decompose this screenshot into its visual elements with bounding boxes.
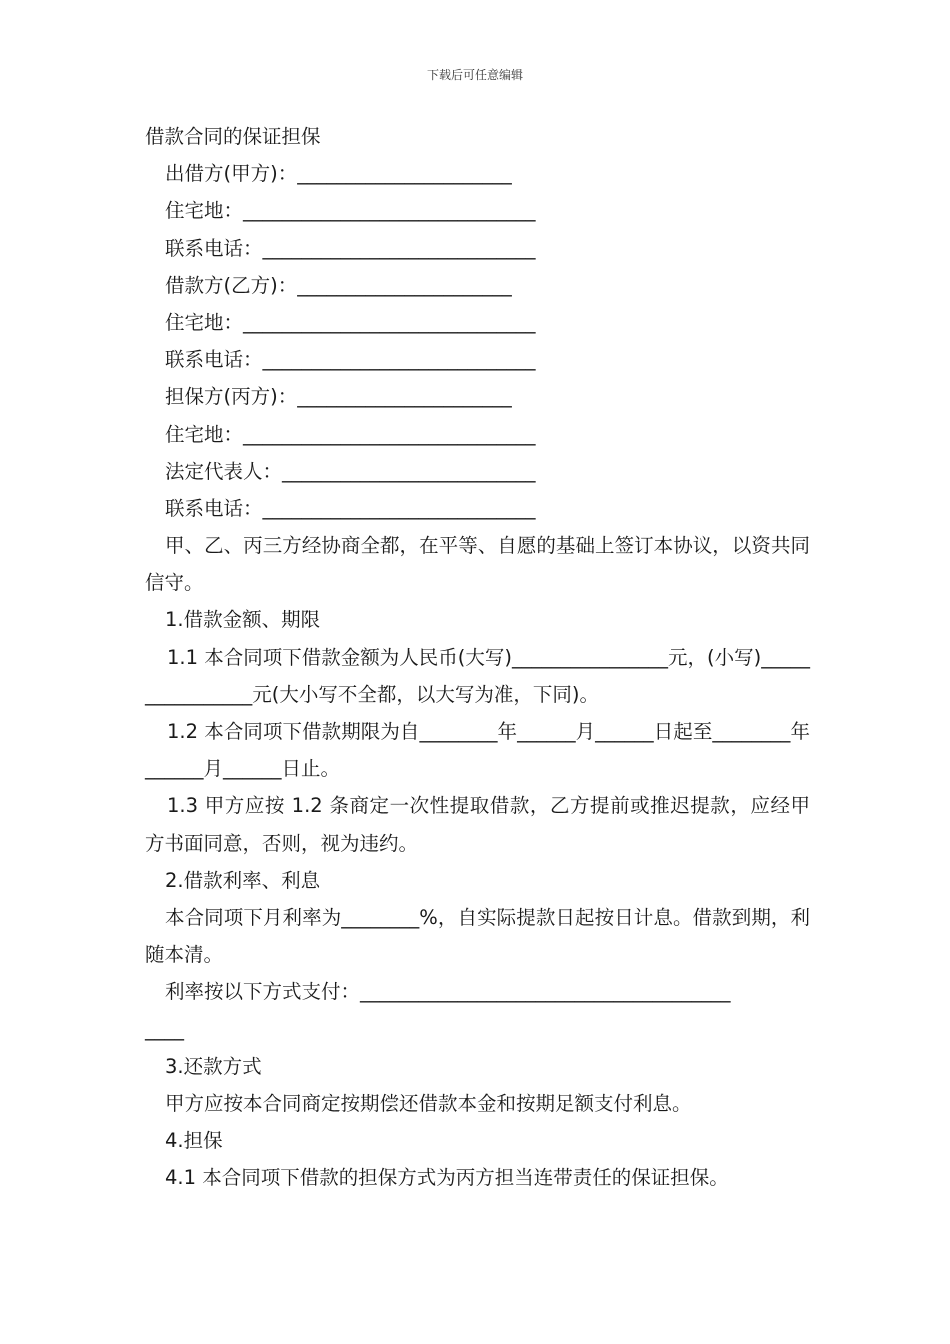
party-c-name-line: 担保方(丙方)：______________________ <box>165 385 512 409</box>
party-b-name-line: 借款方(乙方)：______________________ <box>165 273 512 297</box>
party-b-address-line: 住宅地：______________________________ <box>165 310 536 334</box>
party-c-address-line: 住宅地：______________________________ <box>165 422 536 446</box>
document-title: 借款合同的保证担保 <box>145 125 321 148</box>
party-a-address-line: 住宅地：______________________________ <box>165 199 536 223</box>
page-header-note: 下载后可任意编辑 <box>426 68 523 82</box>
party-c-phone-line: 联系电话：____________________________ <box>165 496 536 520</box>
document-body <box>145 118 810 1197</box>
section-4-title: 4.担保 <box>165 1129 223 1153</box>
clause-2-payment: 利率按以下方式支付：______________________________________ <box>165 980 731 1004</box>
preamble-paragraph: 甲、乙、丙三方经协商全都，在平等、自愿的基础上签订本协议，以资共同信守。 <box>145 534 810 595</box>
clause-1-1: 1.1 本合同项下借款金额为人民币(大写)________________元，(小写)________________元(大小写不全都，以大写为准，下同)。 <box>145 645 810 706</box>
clause-2-rate: 本合同项下月利率为________%，自实际提款日起按日计息。借款到期，利随本清。 <box>145 906 810 967</box>
clause-1-2: 1.2 本合同项下借款期限为自________年______月______日起至________年______月______日止。 <box>145 720 810 781</box>
section-3-title: 3.还款方式 <box>165 1054 262 1078</box>
party-c-legal-rep-line: 法定代表人：__________________________ <box>165 459 536 483</box>
clause-4-1: 4.1 本合同项下借款的担保方式为丙方担当连带责任的保证担保。 <box>165 1166 729 1190</box>
clause-2-payment-continued: ____ <box>145 1017 184 1041</box>
party-b-phone-line: 联系电话：____________________________ <box>165 348 536 372</box>
clause-3: 甲方应按本合同商定按期偿还借款本金和按期足额支付利息。 <box>165 1092 692 1116</box>
party-a-name-line: 出借方(甲方)：______________________ <box>165 162 512 186</box>
party-a-phone-line: 联系电话：____________________________ <box>165 236 536 260</box>
section-2-title: 2.借款利率、利息 <box>165 868 321 892</box>
section-1-title: 1.借款金额、期限 <box>165 608 321 632</box>
clause-1-3: 1.3 甲方应按 1.2 条商定一次性提取借款，乙方提前或推迟提款，应经甲方书面同意，否则，视为违约。 <box>145 794 810 855</box>
